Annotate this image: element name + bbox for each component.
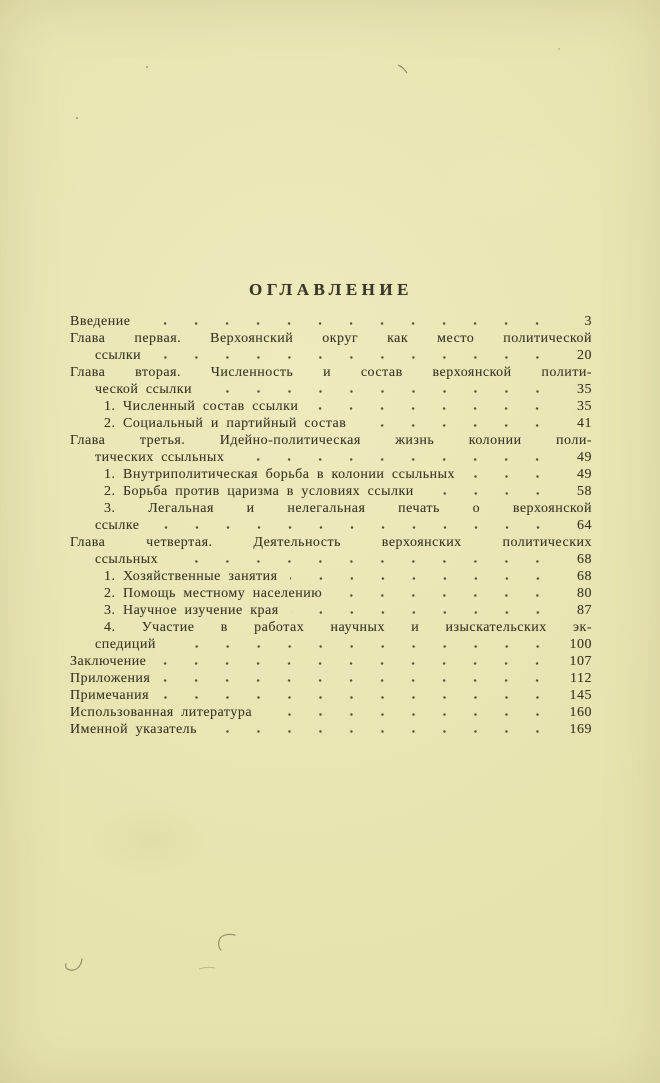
toc-entry-text: 1. Внутриполитическая борьба в колонии ссыльных [104, 467, 455, 482]
toc-entry [70, 415, 592, 432]
toc-entry [70, 398, 592, 415]
toc-entry-page: 160 [569, 705, 592, 720]
toc-entry-text: Заключение [70, 654, 147, 669]
toc-entry-page: 80 [577, 586, 592, 601]
paper-speck [76, 117, 78, 119]
toc-entry-text: 3. Легальная и нелегальная печать о верхоянской [104, 501, 592, 516]
toc-entry [70, 551, 592, 568]
toc-entry [70, 636, 592, 653]
toc-entry [70, 602, 592, 619]
toc-entry [70, 517, 592, 534]
toc-entry-text: 1. Численный состав ссылки [104, 399, 299, 414]
toc-entry-text: Глава первая. Верхоянский округ как место политической [70, 331, 592, 346]
dot-leader [161, 696, 555, 699]
toc-entry-page: 68 [577, 552, 592, 567]
toc-entry-text: ссылке [95, 518, 140, 533]
dot-leader [334, 594, 555, 597]
ink-curl-mark [64, 958, 84, 974]
toc-entry [70, 687, 592, 704]
toc-entry [70, 568, 592, 585]
dot-leader [310, 407, 555, 410]
toc-entry-text: Именной указатель [70, 722, 198, 737]
toc-entry-page: 3 [584, 314, 592, 329]
toc-entry-text: 1. Хозяйственные занятия [104, 569, 278, 584]
toc-entry-page: 107 [569, 654, 592, 669]
toc-entry-page: 58 [577, 484, 592, 499]
paper-speck [146, 66, 148, 68]
toc-entry [70, 619, 592, 636]
toc-entry-page: 35 [577, 399, 592, 414]
toc-entry [70, 721, 592, 738]
toc-entry-text: 4. Участие в работах научных и изыскательских эк- [104, 620, 592, 635]
toc-entry-text: 2. Помощь местному населению [104, 586, 323, 601]
toc-entry [70, 670, 592, 687]
dot-leader [236, 458, 555, 461]
toc-entry [70, 313, 592, 330]
toc-entry-page: 41 [577, 416, 592, 431]
toc-entry-page: 112 [570, 671, 592, 686]
toc-entry [70, 381, 592, 398]
toc-entry-page: 20 [577, 348, 592, 363]
toc-entry-text: Глава четвертая. Деятельность верхоянских политических [70, 535, 592, 550]
toc-entry [70, 585, 592, 602]
paper-speck [558, 48, 560, 50]
dot-leader [162, 679, 555, 682]
toc-entry [70, 347, 592, 364]
toc-entry-text: ссылки [95, 348, 142, 363]
toc-entry [70, 500, 592, 517]
toc-entry-text: Введение [70, 314, 131, 329]
toc-entry-text: тических ссыльных [95, 450, 225, 465]
dot-leader [168, 645, 555, 648]
toc-entry-page: 35 [577, 382, 592, 397]
dot-leader [290, 577, 555, 580]
toc-entry [70, 483, 592, 500]
toc-entry-text: Глава вторая. Численность и состав верхоянской полити- [70, 365, 592, 380]
toc-entry-text: спедиций [95, 637, 156, 652]
toc-entry-page: 100 [569, 637, 592, 652]
toc-entry-text: Примечания [70, 688, 150, 703]
toc-entry-page: 49 [577, 467, 592, 482]
ink-hook-mark [215, 932, 239, 952]
toc-entry-text: ческой ссылки [95, 382, 193, 397]
toc-entry [70, 432, 592, 449]
dot-leader [264, 713, 555, 716]
toc-entry-page: 49 [577, 450, 592, 465]
toc-entry-page: 87 [577, 603, 592, 618]
toc-entry-text: 2. Борьба против царизма в условиях ссылки [104, 484, 414, 499]
dot-leader [467, 475, 555, 478]
table-of-contents [70, 313, 592, 738]
toc-entry-page: 68 [577, 569, 592, 584]
toc-entry [70, 653, 592, 670]
toc-entry-page: 145 [569, 688, 592, 703]
toc-entry [70, 449, 592, 466]
toc-entry [70, 704, 592, 721]
toc-entry-text: Использованная литература [70, 705, 253, 720]
toc-entry-text: 3. Научное изучение края [104, 603, 279, 618]
dot-leader [158, 662, 555, 665]
dot-leader [209, 730, 555, 733]
dot-leader [291, 611, 555, 614]
toc-entry-page: 64 [577, 518, 592, 533]
dot-leader [153, 356, 555, 359]
dot-leader [426, 492, 555, 495]
toc-entry-text: Глава третья. Идейно-политическая жизнь колонии поли- [70, 433, 592, 448]
page-title: ОГЛАВЛЕНИЕ [249, 280, 413, 299]
toc-entry-text: 2. Социальный и партийный состав [104, 416, 347, 431]
dot-leader [170, 560, 555, 563]
toc-entry-text: ссыльных [95, 552, 159, 567]
dot-leader [358, 424, 555, 427]
toc-entry [70, 466, 592, 483]
toc-entry-text: Приложения [70, 671, 151, 686]
scratch-mark [397, 64, 409, 76]
dot-leader [152, 526, 556, 529]
toc-entry [70, 534, 592, 551]
dot-leader [204, 390, 555, 393]
toc-entry-page: 169 [569, 722, 592, 737]
toc-entry [70, 364, 592, 381]
faint-scratch-mark [198, 964, 216, 972]
dot-leader [142, 322, 555, 325]
toc-entry [70, 330, 592, 347]
